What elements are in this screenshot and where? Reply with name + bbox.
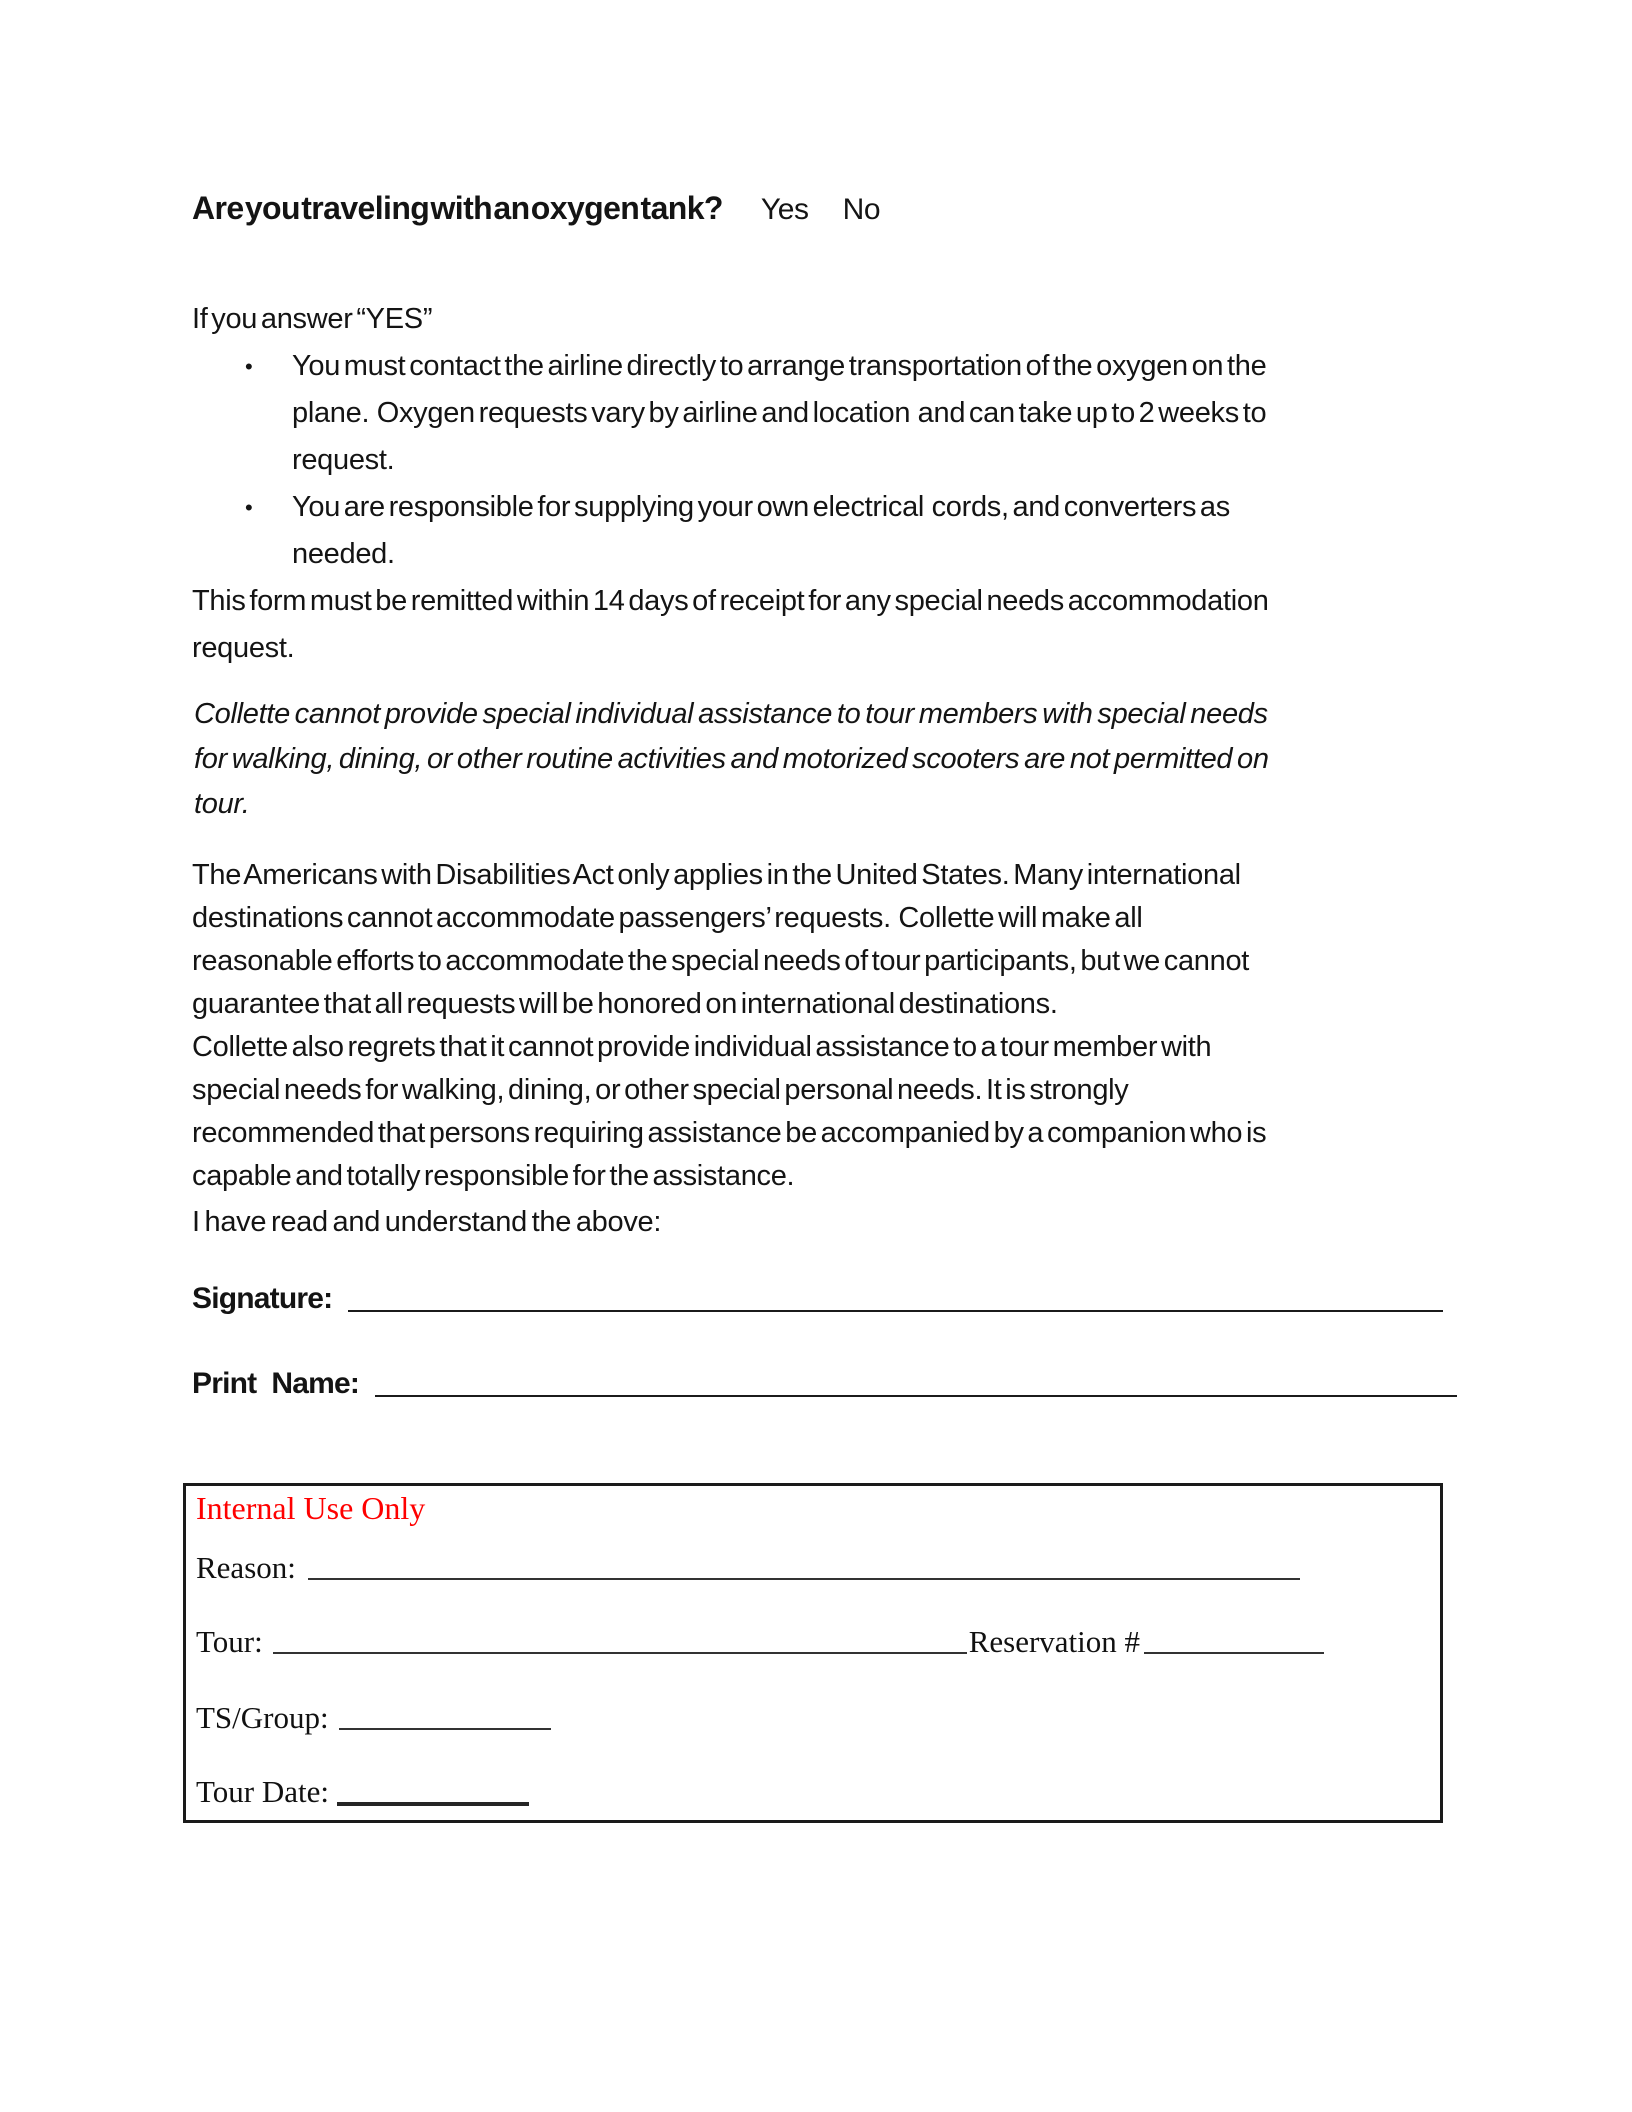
print-name-label: Print Name: xyxy=(192,1367,360,1400)
disclaimer-line-1: Collette cannot provide special individual assistance to tour members with special needs xyxy=(194,698,1268,730)
tour-date-label: Tour Date: xyxy=(196,1774,329,1809)
reason-row xyxy=(196,1550,1300,1586)
ada-line-8: capable and totally responsible for the assistance. xyxy=(192,1160,795,1192)
ts-group-line[interactable] xyxy=(339,1727,551,1730)
no-option[interactable]: No xyxy=(842,193,881,226)
reservation-line[interactable] xyxy=(1144,1651,1324,1654)
bullet-item-1-line-2: plane. Oxygen requests vary by airline and location and can take up to 2 weeks to xyxy=(292,397,1267,429)
tour-date-row xyxy=(196,1774,529,1810)
print-name-line[interactable] xyxy=(375,1394,1457,1397)
reservation-label: Reservation # xyxy=(968,1624,1141,1659)
ada-paragraph xyxy=(192,854,1266,1198)
bullet-item-2-line-2: needed. xyxy=(292,538,395,570)
bullet-item-1-text: You must contact the airline directly to arrange transportation of the oxygen on the xyxy=(292,350,1267,382)
special-needs-disclaimer xyxy=(194,692,1269,827)
intro-lead: If you answer “YES” xyxy=(192,303,433,335)
ada-line-3: reasonable efforts to accommodate the special needs of tour participants, but we cannot xyxy=(192,945,1250,977)
yes-option[interactable]: Yes xyxy=(760,193,809,226)
reason-label: Reason: xyxy=(196,1550,296,1585)
ada-line-5: Collette also regrets that it cannot provide individual assistance to a tour member with xyxy=(192,1031,1212,1063)
tour-date-line[interactable] xyxy=(337,1801,529,1806)
disclaimer-line-2: for walking, dining, or other routine activities and motorized scooters are not permitted on xyxy=(194,743,1269,775)
tour-label: Tour: xyxy=(196,1624,263,1659)
bullet-item-2-text: You are responsible for supplying your own electrical cords, and converters as xyxy=(292,491,1230,523)
question-row xyxy=(192,190,880,227)
remit-notice-line-2: request. xyxy=(192,632,295,664)
disclaimer-line-3: tour. xyxy=(194,788,250,820)
signature-label: Signature: xyxy=(192,1282,333,1315)
ada-line-2: destinations cannot accommodate passengers’ requests. Collette will make all xyxy=(192,902,1143,934)
ts-group-row xyxy=(196,1700,551,1736)
ada-line-4: guarantee that all requests will be honored on international destinations. xyxy=(192,988,1058,1020)
remit-notice-line-1: This form must be remitted within 14 days of receipt for any special needs accommodation xyxy=(192,585,1269,617)
bullet-item-2-line-1 xyxy=(192,484,1269,531)
instructions-block xyxy=(192,296,1269,672)
reason-line[interactable] xyxy=(308,1577,1300,1580)
bullet-item-1-line-1 xyxy=(192,343,1269,390)
question-title: Are you traveling with an oxygen tank? xyxy=(192,190,723,226)
bullet-item-1-line-3: request. xyxy=(292,444,395,476)
bullet-icon: • xyxy=(245,354,253,379)
ts-group-label: TS/Group: xyxy=(196,1700,329,1735)
internal-use-box xyxy=(183,1483,1443,1823)
print-name-row xyxy=(192,1367,1457,1401)
acknowledgement-statement: I have read and understand the above: xyxy=(192,1206,662,1238)
internal-use-heading: Internal Use Only xyxy=(196,1490,426,1526)
tour-row xyxy=(196,1624,1324,1660)
ada-line-6: special needs for walking, dining, or other special personal needs. It is strongly xyxy=(192,1074,1129,1106)
ada-line-1: The Americans with Disabilities Act only applies in the United States. Many international xyxy=(192,859,1241,891)
bullet-icon: • xyxy=(245,495,253,520)
signature-line[interactable] xyxy=(348,1309,1443,1312)
signature-row xyxy=(192,1282,1443,1316)
tour-line[interactable] xyxy=(273,1651,967,1654)
ada-line-7: recommended that persons requiring assistance be accompanied by a companion who is xyxy=(192,1117,1267,1149)
